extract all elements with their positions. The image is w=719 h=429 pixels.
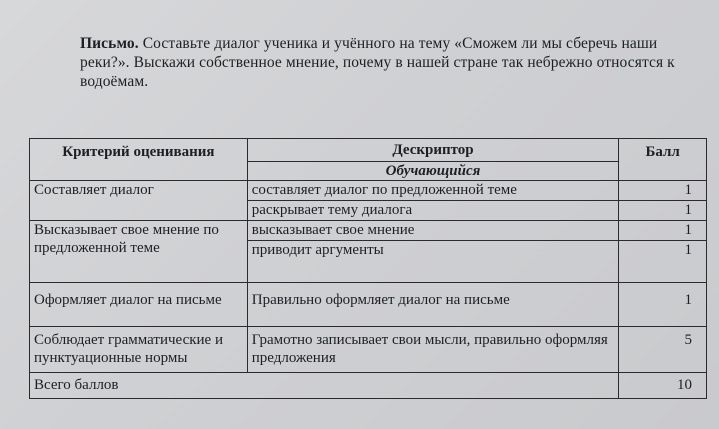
score-cell: 1 [619,181,707,201]
assessment-table [29,138,707,399]
criterion-cell: Составляет диалог [30,181,248,221]
criterion-cell: Оформляет диалог на письме [30,283,248,327]
total-value: 10 [619,373,707,399]
descriptor-cell: Грамотно записывает свои мысли, правильно оформляя предложения [247,327,619,373]
header-criterion: Критерий оценивания [30,139,248,181]
header-descriptor-label: Дескриптор [392,142,474,158]
task-body: Составьте диалог ученика и учённого на тему «Сможем ли мы сберечь наши реки?». Выскажи собственное мнение, почему в нашей стране так небрежно относятся к водоёмам. [80,35,675,90]
criterion-cell: Высказывает свое мнение по предложенной теме [30,221,248,283]
total-label: Всего баллов [30,373,619,399]
score-cell: 1 [619,221,707,241]
header-descriptor-sub: Обучающийся [248,161,619,180]
descriptor-cell: Правильно оформляет диалог на письме [247,283,619,327]
header-score: Балл [619,139,707,181]
task-label: Письмо. [80,35,139,52]
header-descriptor [247,139,619,181]
score-cell: 1 [619,241,707,283]
score-cell: 5 [619,327,707,373]
descriptor-cell: приводит аргументы [247,241,619,283]
score-cell: 1 [619,201,707,221]
task-text [80,34,700,91]
descriptor-cell: высказывает свое мнение [247,221,619,241]
score-cell: 1 [619,283,707,327]
descriptor-cell: раскрывает тему диалога [247,201,619,221]
descriptor-cell: составляет диалог по предложенной теме [247,181,619,201]
criterion-cell: Соблюдает грамматические и пунктуационные нормы [30,327,248,373]
